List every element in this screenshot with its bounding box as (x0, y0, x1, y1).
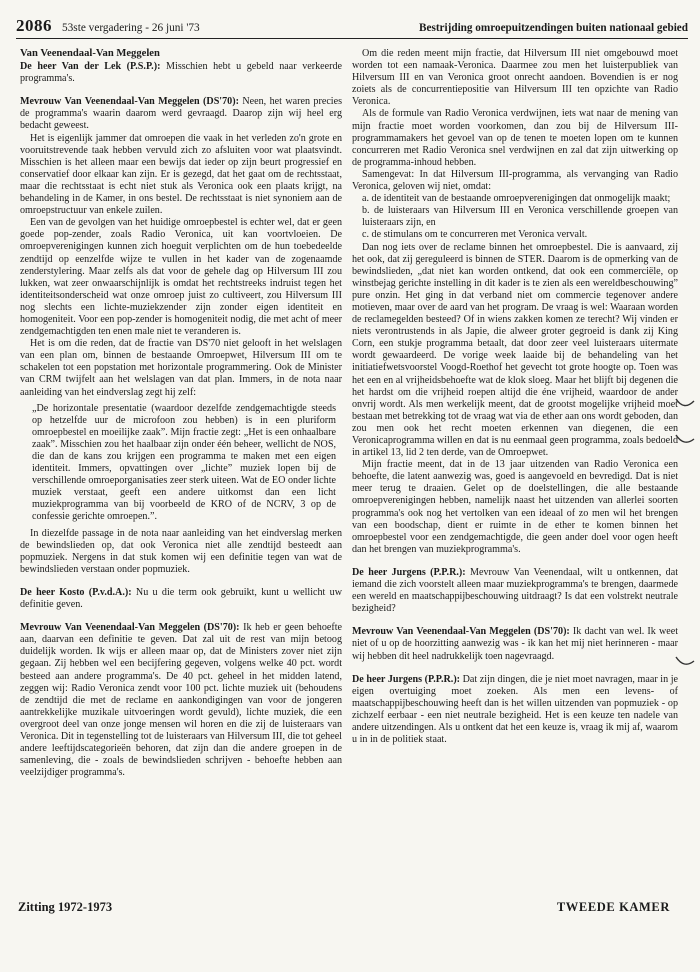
running-title: Bestrijding omroepuitzendingen buiten nationaal gebied (419, 22, 688, 34)
paragraph: Het is om die reden, dat de fractie van DS'70 niet gelooft in het welslagen van een plan om, binnen de bestaande Omroepwet, Hilversum III om te schakelen tot een popstation met horizontale programmering. Ook de Minister van CRM twijfelt aan het welslagen van dat plan. Immers, in de nota naar aanleiding van het eindverslag zegt hij zelf: (20, 338, 342, 398)
paragraph-text: Ik dacht van wel. Ik weet niet of u op de hoorzitting aanwezig was - ik kan het mij niet herinneren - maar wij hebben dit heel nadrukkelijk toen nagevraagd. (352, 626, 679, 662)
paragraph: Samengevat: In dat Hilversum III-programma, als vervanging van Radio Veronica, geloven wij niet, omdat: (352, 168, 678, 193)
paragraph (20, 61, 342, 85)
paragraph-text: Dat zijn dingen, die je niet moet navragen, maar in je eigen overtuiging moet zoeken. Als men een levens- of maatschappijbeschouwing heeft dan is het willen uitzenden van popmuziek - op zichzelf eerbaar - een niet neutrale bezigheid. Het is een keuze ten nadele van andere uitzendingen. Als u ontkent dat het een keuze is, vraag ik mij af, waarom u in in de politiek staat. (352, 673, 679, 746)
speaker-name: De heer Van der Lek (P.S.P.): (20, 61, 161, 73)
paragraph (20, 622, 342, 779)
list-item: c. de stimulans om te concurreren met Veronica vervalt. (362, 229, 588, 241)
paragraph-text: Misschien hebt u gebeld naar verkeerde programma's. (20, 61, 342, 85)
paragraph-text: Nu u die term ook gebruikt, kunt u wellicht uw definitie geven. (20, 586, 342, 611)
paragraph-text: Ik heb er geen behoefte aan, daarvan een definitie te geven. Dat zal uit de rest van mijn betoog duidelijk worden. Ik wijs er alleen maar op, dat de Ministers zover niet zijn gegaan. Zij hebben wel een becijfering gegeven, volgens welke 40 pct. wordt besteed aan andere programma's. De 40 pct. geheel in het midden latend, zeggen wij: Radio Veronica zendt voor 100 pct. lichte muziek uit (behoudens de zendtijd die met de reclame en aankondigingen van voor de jongeren aantrekkelijke muzikale uitvoeringen wordt gevuld), lichte muziek, die een overgroot deel van onze jonge mensen wil horen en die zij de luisteraars van Veronica. Dit in tegenstelling tot de luisteraars van Hilversum III, die tot geheel andere leeftijdscategorieën behoren, dat zijn dan die andere groepen in de samenleving, die - zoals de bewindslieden schrijven - behoefte hebben aan veelzijdiger programma's. (20, 622, 342, 779)
margin-marks (670, 395, 700, 685)
footer-session-year: Zitting 1972-1973 (18, 900, 113, 914)
paragraph: Om die reden meent mijn fractie, dat Hilversum III niet omgebouwd moet worden tot een namaak-Veronica. Daarmee zou men het luisterpubliek van Hilversum III en van Veronica groot onrecht aandoen. Bovendien is er nog zoiets als de concurrentiepositie van Hilversum III ten opzichte van Radio Veronica. (352, 48, 678, 108)
speaker-name: De heer Kosto (P.v.d.A.): (20, 586, 132, 598)
paragraph: In diezelfde passage in de nota naar aanleiding van het eindverslag merken de bewindslieden op, dat ook Veronica niet alle zendtijd besteedt aan popmuziek. Nergens in dat stuk komen wij een definitie tegen van wat de bewindslieden verstaan onder popmuziek. (20, 527, 342, 575)
paragraph-text: Neen, het waren precies de programma's waarin daarom werd gevraagd. Daarop zijn wij heel erg bedacht geweest. (20, 96, 343, 132)
speaker-name: Mevrouw Van Veenendaal-Van Meggelen (DS'70): (20, 622, 240, 634)
paragraph: Mijn fractie meent, dat in de 13 jaar uitzenden van Radio Veronica een behoefte, die latent aanwezig was, goed is aangevoeld en bevredigd. Dat is niet meer terug te draaien. Gelet op de doelstellingen, die alle bestaande omroepverenigingen hebben, namelijk naast het uitzenden van allerlei soorten programma's ook nog het vertolken van een ideaal of zo men wil het brengen van een boodschap, dient er ruimte in de ether te komen binnen het omroepbestel voor een zendgemachtigde, die geen ander doel voor ogen heeft dan het brengen van muziekprogramma's. (352, 459, 678, 555)
list-item: b. de luisteraars van Hilversum III en Veronica verschillende groepen van luisteraars zijn, en (362, 205, 678, 229)
page-header (16, 8, 688, 36)
paragraph: Een van de gevolgen van het huidige omroepbestel is echter wel, dat er geen goede pop-zender, zoals Radio Veronica, uit kan voortvloeien. De omroepverenigingen kunnen zich hoeguit verplichten om de hun toebedeelde zendtijd op eenzelfde wijze te vullen in het kader van de zogenaamde zenderstylering. Maar zelfs als dat voor de gehele dag op Hilversum III zou lukken, wat zeer onwaarschijnlijk is omdat het rechtstreeks indruist tegen het identiteitsonderscheid wat onze omroep juist zo cultiveert, zou Hilversum III nog slechts een lichte-muziekzender zijn zonder eigen identiteit en homogeniteit. Voor een pop-zender is homogeniteit nodig, die met acht of meer zendgemachtigden ten enen male niet te veranderen is. (20, 217, 342, 338)
session-date: 53ste vergadering - 26 juni '73 (62, 22, 200, 34)
paragraph: Als de formule van Radio Veronica verdwijnen, iets wat naar de mening van mijn fractie moet worden voorkomen, dan zou bij de Hilversum III-programmamakers het gevoel van op de tenen te moeten lopen om te kunnen concurreren met Radio Veronica snel verdwijnen en zal dat zijn uitwerking op de programma-inhoud hebben. (352, 108, 678, 168)
quote-text: „De horizontale presentatie (waardoor dezelfde zendgemachtigde steeds op hetzelfde uur de microfoon zou hebben) is in een pluriform omroepbestel en moeilijke zaak”. Mijn fractie zegt: „Het is een onhaalbare zaak”. Misschien zou het haalbaar zijn onder één beheer, wellicht de NOS, die dan de kans zou krijgen een programma te maken met een eigen identiteit. Immers, opvattingen over „lichte” muziek lopen bij de verschillende omroeporganisaties zeer sterk uiteen. Wat de EO onder lichte muziek verstaat, geeft een andere uitkomst dan een licht muziekprogramma van bij voorbeeld de KRO of de NCRV, 3 op de confessie gerichte omroepen.”. (32, 402, 336, 523)
paragraph-text: Mevrouw Van Veenendaal, wilt u ontkennen, dat iemand die zich voorstelt alleen maar muziekprogramma's te brengen, daarmede een wereld en maatschappijbeschouwing uitdraagt? Is dat een volstrekt neutrale bezigheid? (352, 566, 678, 615)
paragraph (20, 96, 342, 132)
block-quote (32, 403, 336, 524)
paragraph (352, 674, 678, 747)
paragraph (352, 567, 678, 615)
header-rule (16, 38, 688, 39)
paragraph (20, 587, 342, 611)
speaker-name: Mevrouw Van Veenendaal-Van Meggelen (DS'70): (20, 96, 239, 108)
speaker-name: De heer Jurgens (P.P.R.): (352, 566, 466, 578)
footer-chamber: TWEEDE KAMER (556, 900, 670, 914)
list-item: a. de identiteit van de bestaande omroepverenigingen dat onmogelijk maakt; (362, 193, 671, 205)
paragraph: Het is eigenlijk jammer dat omroepen die vaak in het verleden zo'n grote en vooruitstrevende taak hebben vervuld zich zo afsluiten voor wat plaatsvindt. Misschien is het alleen maar een bewijs dat ieder op zijn beurt progressief en conservatief door elkaar kan zijn. Er is gezegd, dat het gaat om de rechtsstaat, maar die rechtsstaat is echt niet stuk als Veronica ook een plaats krijgt, na behandeling in de Kamer, in ons bestel. De rechtsstaat is niet synoniem aan de omroepstructuur van enkele zuilen. (20, 132, 342, 217)
speaker-name: Mevrouw Van Veenendaal-Van Meggelen (DS'70): (352, 626, 570, 638)
paragraph: Dan nog iets over de reclame binnen het omroepbestel. Die is aanvaard, zij het ook, dat zij gereguleerd is binnen de STER. Daarom is de opmerking van de bewindslieden, „dat niet kan worden ontkend, dat ook een commerciële, op winstbejag gerichte instelling in dit kader is te zien als een wereldbeschouwing” pure onzin. Het ging in dat verband niet om commercie tegenover andere motieven, maar over de aard van het program. De vraag is wel: Waaraan worden de reclamegelden besteed? Of in wiens zakken komen ze terecht? Wij vinden er niets verontrustends in als Japie, die alweer groter gegroeid is dank zij King Corn, een stukje programma betaalt, dat door zeer veel luisteraars uitermate wordt gewaardeerd. De vorige week laaide bij de behandeling van het initiatiefwetsvoorstel Voogd-Roethof het gevecht tot grote hoogte op. Toen was het een en al vrijheidsbehoefte wat de klok sloeg. Maar het blijft bij degenen die het hardst om die vrijheid roepen altijd die éne vrijheid, waardoor de ander onvrij wordt. Als men werkelijk meent, dat de grootst mogelijke vrijheid moet bestaan met betrekking tot de vraag wat via de ether aan ons wordt geboden, dan zou men ook het recht moeten erkennen van diegenen, die een Veronicaprogramma willen en dat is nu eenmaal geen programma, zoals bedoeld in artikel 13, lid 2 ten derde, van de Omroepwet. (352, 241, 678, 459)
paragraph (352, 626, 678, 662)
speaker-heading: Van Veenendaal-Van Meggelen (20, 48, 160, 59)
conclusion-list (352, 193, 678, 241)
margin-bracket-icon (670, 395, 700, 685)
page-number: 2086 (16, 16, 52, 35)
left-column (20, 48, 342, 779)
speaker-name: De heer Jurgens (P.P.R.): (352, 673, 461, 685)
right-column (352, 48, 678, 746)
